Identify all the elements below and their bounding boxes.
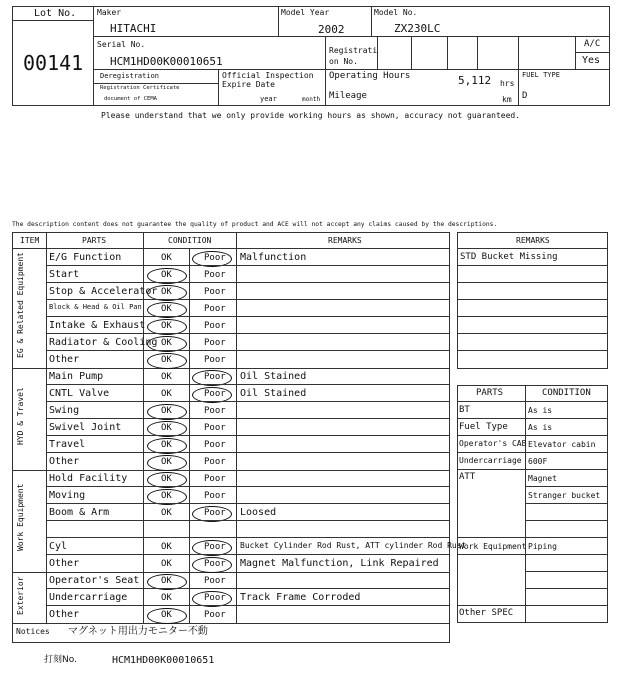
row-part-label: Other [49, 456, 80, 467]
row-part-label: Other [49, 354, 80, 365]
poor-selected-mark [192, 557, 232, 573]
row-part-label: Main Pump [49, 371, 104, 382]
official-inspection-label: Official Inspection [222, 71, 314, 80]
month-label: month [302, 96, 321, 103]
row-remark: Bucket Cylinder Rod Rust, ATT cylinder Rod Rust [240, 541, 467, 550]
right-cond-bt: As is [528, 406, 553, 415]
row-part-label: Intake & Exhaust [49, 320, 146, 331]
poor-option[interactable]: Poor [204, 542, 226, 552]
right-part-undercarriage: Undercarriage [459, 456, 522, 465]
operating-hours-value: 5,112 [458, 74, 492, 87]
poor-option[interactable]: Poor [204, 440, 226, 450]
row-part-label: Stop & Accelerator [49, 286, 158, 297]
poor-option[interactable]: Poor [204, 559, 226, 569]
poor-option[interactable]: Poor [204, 355, 226, 365]
mileage-label: Mileage [329, 91, 367, 101]
poor-option[interactable]: Poor [204, 423, 226, 433]
poor-option[interactable]: Poor [204, 508, 226, 518]
row-part-label: Swing [49, 405, 80, 416]
right-part-other-spec: Other SPEC [459, 608, 514, 618]
row-remark: Oil Stained [240, 371, 307, 382]
poor-option[interactable]: Poor [204, 321, 226, 331]
notices-label: Notices [16, 627, 50, 636]
right-part-work: Work Equipment [459, 542, 527, 551]
poor-option[interactable]: Poor [204, 287, 226, 297]
model-year-value: 2002 [318, 23, 345, 36]
ok-selected-mark [147, 353, 187, 369]
ok-option[interactable]: OK [161, 253, 172, 263]
deregistration-label: Deregistration [100, 72, 160, 80]
maker-value: HITACHI [110, 22, 157, 35]
serial-value: HCM1HD00K00010651 [110, 55, 223, 68]
row-part-label: E/G Function [49, 252, 122, 263]
poor-option[interactable]: Poor [204, 610, 226, 620]
lot-number: 00141 [23, 51, 84, 75]
hrs-label: hrs [500, 79, 515, 88]
right-condition-header: CONDITION [542, 388, 591, 398]
group-work-label: Work Equipment [16, 483, 25, 551]
ok-option[interactable]: OK [161, 321, 172, 331]
right-part-bt: BT [459, 405, 470, 415]
maker-label: Maker [97, 8, 122, 17]
poor-option[interactable]: Poor [204, 593, 226, 603]
row-part-label: Other [49, 609, 80, 620]
poor-option[interactable]: Poor [204, 372, 226, 382]
cema-label: document of CEMA [104, 96, 157, 102]
row-part-label: Moving [49, 490, 86, 501]
ac-value: Yes [582, 55, 601, 66]
ok-option[interactable]: OK [161, 355, 172, 365]
hours-notice: Please understand that we only provide working hours as shown, accuracy not guaranteed. [101, 111, 521, 120]
row-part-label: CNTL Valve [49, 388, 110, 399]
ok-selected-mark [147, 608, 187, 624]
row-remark: Oil Stained [240, 388, 307, 399]
right-cond-work: Piping [528, 542, 557, 551]
row-remark: Track Frame Corroded [240, 592, 361, 603]
model-year-label: Model Year [281, 8, 330, 17]
notices-value: マグネット用出力モニター不動 [68, 626, 208, 637]
ok-option[interactable]: OK [161, 304, 172, 314]
row-part-label: Operator's Seat [49, 575, 140, 586]
ok-option[interactable]: OK [161, 440, 172, 450]
poor-option[interactable]: Poor [204, 576, 226, 586]
right-part-att: ATT [459, 472, 476, 482]
col-parts-header: PARTS [82, 236, 107, 245]
row-remark: Loosed [240, 507, 277, 518]
row-part-label: Travel [49, 439, 86, 450]
ok-option[interactable]: OK [161, 287, 172, 297]
row-part-label: Hold Facility [49, 473, 128, 484]
ok-option[interactable]: OK [161, 508, 172, 518]
group-hyd-label: HYD & Travel [16, 387, 25, 445]
row-part-label: Boom & Arm [49, 507, 110, 518]
poor-option[interactable]: Poor [204, 474, 226, 484]
poor-option[interactable]: Poor [204, 253, 226, 263]
poor-option[interactable]: Poor [204, 270, 226, 280]
poor-option[interactable]: Poor [204, 304, 226, 314]
col-remarks-header: REMARKS [328, 236, 362, 245]
year-label: year [260, 95, 277, 103]
row-remark: Malfunction [240, 252, 307, 263]
row-part-label: Radiator & Cooling [49, 337, 158, 348]
right-cond-cab: Elevator cabin [528, 440, 596, 449]
poor-option[interactable]: Poor [204, 457, 226, 467]
poor-option[interactable]: Poor [204, 338, 226, 348]
poor-option[interactable]: Poor [204, 491, 226, 501]
ok-option[interactable]: OK [161, 389, 172, 399]
group-exterior-label: Exterior [16, 576, 25, 615]
row-remark: Magnet Malfunction, Link Repaired [240, 558, 439, 569]
ok-option[interactable]: OK [161, 406, 172, 416]
right-parts-header: PARTS [476, 388, 504, 398]
ok-option[interactable]: OK [161, 576, 172, 586]
row-part-label: Cyl [49, 541, 68, 552]
right-cond-att-2: Stranger bucket [528, 491, 601, 500]
expire-date-label: Expire Date [222, 80, 275, 89]
model-no-label: Model No. [374, 8, 418, 17]
lot-label: Lot No. [34, 8, 77, 19]
row-part-label: Swivel Joint [49, 422, 122, 433]
row-part-label: Start [49, 269, 80, 280]
poor-option[interactable]: Poor [204, 406, 226, 416]
disclaimer: The description content does not guarantee the quality of product and ACE will not accept any claims caused by the descriptions. [12, 221, 498, 228]
col-condition-header: CONDITION [168, 236, 212, 245]
right-cond-undercarriage: 600F [528, 457, 548, 466]
right-part-cab: Operator's CAB [459, 439, 527, 448]
fuel-type-value: D [522, 91, 528, 101]
ok-selected-mark [147, 455, 187, 471]
ok-option[interactable]: OK [161, 559, 172, 569]
fuel-type-label: FUEL TYPE [522, 71, 560, 79]
group-eg-label: EG & Related Equipment [16, 252, 25, 358]
ok-option[interactable]: OK [161, 372, 172, 382]
right-cond-fuel: As is [528, 423, 553, 432]
reg-certificate-label: Registration Certificate [100, 85, 180, 91]
ok-option[interactable]: OK [161, 474, 172, 484]
right-cond-att-1: Magnet [528, 474, 557, 483]
ok-option[interactable]: OK [161, 338, 172, 348]
right-remarks-first: STD Bucket Missing [460, 252, 558, 262]
stamp-label: 打刻No. [44, 655, 77, 665]
model-no-value: ZX230LC [394, 22, 441, 35]
ok-option[interactable]: OK [161, 491, 172, 501]
serial-label: Serial No. [97, 40, 146, 49]
operating-hours-label: Operating Hours [329, 71, 411, 81]
right-part-fuel: Fuel Type [459, 422, 508, 432]
poor-option[interactable]: Poor [204, 389, 226, 399]
ok-option[interactable]: OK [161, 270, 172, 280]
row-part-label: Block & Head & Oil Pan [49, 303, 142, 311]
ok-option[interactable]: OK [161, 593, 172, 603]
ac-label: A/C [584, 39, 601, 49]
ok-option[interactable]: OK [161, 542, 172, 552]
ok-option[interactable]: OK [161, 457, 172, 467]
km-label: km [502, 95, 512, 104]
row-part-label: Other [49, 558, 80, 569]
ok-option[interactable]: OK [161, 610, 172, 620]
ok-option[interactable]: OK [161, 423, 172, 433]
row-part-label: Undercarriage [49, 592, 128, 603]
col-item-header: ITEM [20, 236, 40, 245]
stamp-value: HCM1HD00K00010651 [112, 655, 215, 666]
right-remarks-header: REMARKS [516, 236, 550, 245]
registration-label: Registrati on No. [329, 46, 378, 66]
